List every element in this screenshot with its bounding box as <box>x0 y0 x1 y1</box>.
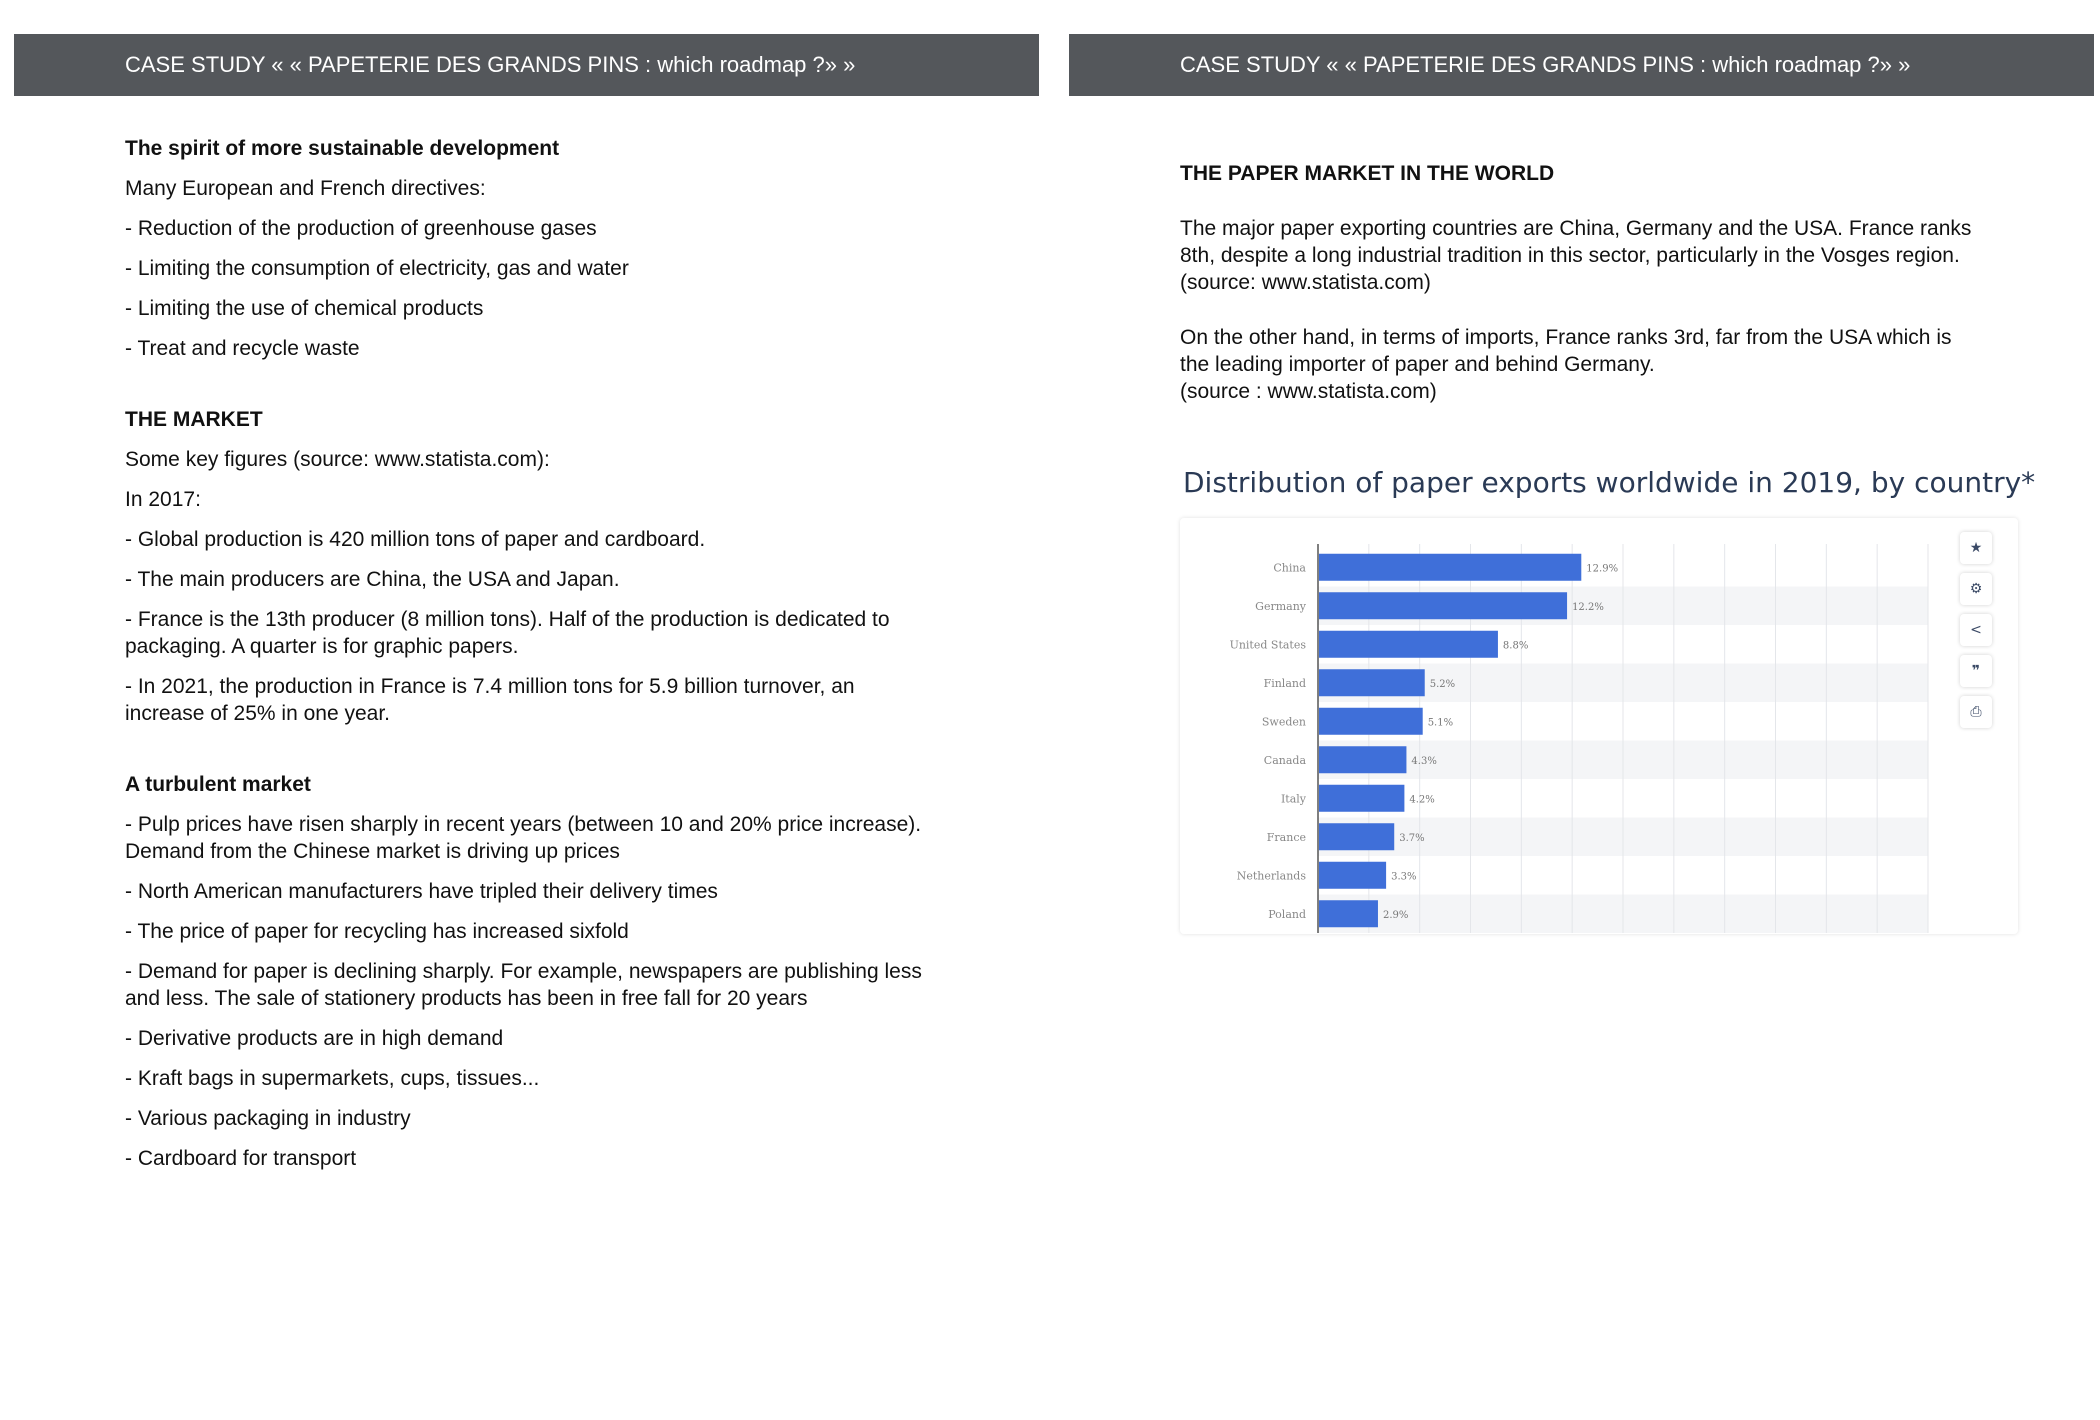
turbulent-item: - Pulp prices have risen sharply in recent years (between 10 and 20% price increase). Demand from the Chinese market is driving up prices <box>125 813 922 863</box>
sustainable-heading: The spirit of more sustainable development <box>125 137 560 160</box>
sustainable-item: - Limiting the use of chemical products <box>125 297 484 320</box>
print-icon[interactable]: ⎙ <box>1960 696 1992 728</box>
turbulent-item: - The price of paper for recycling has increased sixfold <box>125 920 629 943</box>
value-label: 3.7% <box>1399 832 1425 844</box>
exports-paragraph <box>1180 215 2040 296</box>
quote-icon[interactable]: ❞ <box>1960 655 1992 687</box>
turbulent-item: - Demand for paper is declining sharply. For example, newspapers are publishing less and less. The sale of stationery products has been in free fall for 20 years <box>125 960 922 1010</box>
value-label: 5.1% <box>1427 717 1454 729</box>
bar <box>1319 823 1394 850</box>
sustainable-item: - Treat and recycle waste <box>125 337 360 360</box>
bar-chart <box>1180 518 2018 934</box>
category-label: Finland <box>1263 676 1306 690</box>
imports-paragraph <box>1180 324 2040 405</box>
paragraph-line: (source : www.statista.com) <box>1180 380 1437 403</box>
sustainable-item: - Reduction of the production of greenhouse gases <box>125 217 597 240</box>
paragraph-line: 8th, despite a long industrial tradition in this sector, particularly in the Vosges region. <box>1180 244 1960 267</box>
turbulent-item: - Cardboard for transport <box>125 1147 357 1170</box>
value-label: 2.9% <box>1382 909 1409 921</box>
sustainable-intro: Many European and French directives: <box>125 177 486 200</box>
market-year: In 2017: <box>125 488 201 511</box>
value-label: 3.3% <box>1391 871 1417 883</box>
category-label: Sweden <box>1261 715 1306 729</box>
bar <box>1319 592 1567 619</box>
category-label: China <box>1273 561 1306 575</box>
left-page-content <box>125 135 925 1172</box>
world-heading: THE PAPER MARKET IN THE WORLD <box>1180 162 1555 185</box>
bar <box>1319 554 1581 581</box>
turbulent-item: - North American manufacturers have tripled their delivery times <box>125 880 718 903</box>
market-intro: Some key figures (source: www.statista.com): <box>125 448 550 471</box>
paragraph-line: (source: www.statista.com) <box>1180 271 1431 294</box>
right-page-content <box>1180 160 2040 405</box>
turbulent-item: - Kraft bags in supermarkets, cups, tissues... <box>125 1067 540 1090</box>
category-label: United States <box>1229 638 1306 652</box>
bar <box>1319 862 1386 889</box>
gear-icon[interactable]: ⚙ <box>1960 573 1992 605</box>
chart-title: Distribution of paper exports worldwide in 2019, by country* <box>1183 466 2036 499</box>
chart-frame <box>1180 518 2018 934</box>
bar <box>1319 900 1378 927</box>
turbulent-item: - Various packaging in industry <box>125 1107 411 1130</box>
bar <box>1319 708 1423 735</box>
value-label: 4.3% <box>1411 755 1437 767</box>
category-label: Netherlands <box>1236 869 1306 883</box>
category-label: Italy <box>1280 792 1306 806</box>
category-label: Poland <box>1268 907 1306 921</box>
category-label: France <box>1266 830 1306 844</box>
paragraph-line: On the other hand, in terms of imports, France ranks 3rd, far from the USA which is <box>1180 326 1952 349</box>
paragraph-line: the leading importer of paper and behind Germany. <box>1180 353 1655 376</box>
value-label: 4.2% <box>1409 794 1435 806</box>
market-item: - In 2021, the production in France is 7.4 million tons for 5.9 billion turnover, an increase of 25% in one year. <box>125 675 855 725</box>
bar <box>1319 746 1406 773</box>
market-heading: THE MARKET <box>125 408 263 431</box>
market-item: - France is the 13th producer (8 million tons). Half of the production is dedicated to packaging. A quarter is for graphic papers. <box>125 608 890 658</box>
right-page-header: CASE STUDY « « PAPETERIE DES GRANDS PINS : which roadmap ?» » <box>1069 34 2094 96</box>
paragraph-line: The major paper exporting countries are China, Germany and the USA. France ranks <box>1180 217 1972 240</box>
value-label: 12.9% <box>1586 563 1619 575</box>
star-icon[interactable]: ★ <box>1960 532 1992 564</box>
bar <box>1319 631 1498 658</box>
market-item: - The main producers are China, the USA and Japan. <box>125 568 620 591</box>
left-page-header: CASE STUDY « « PAPETERIE DES GRANDS PINS : which roadmap ?» » <box>14 34 1039 96</box>
turbulent-heading: A turbulent market <box>125 773 311 796</box>
value-label: 8.8% <box>1502 640 1529 652</box>
turbulent-item: - Derivative products are in high demand <box>125 1027 504 1050</box>
value-label: 12.2% <box>1572 601 1604 613</box>
market-item: - Global production is 420 million tons of paper and cardboard. <box>125 528 706 551</box>
category-label: Germany <box>1255 599 1306 613</box>
right-page <box>1050 0 2100 1420</box>
bar <box>1319 669 1425 696</box>
bar <box>1319 785 1404 812</box>
share-icon[interactable]: < <box>1960 614 1992 646</box>
category-label: Canada <box>1263 753 1306 767</box>
sustainable-item: - Limiting the consumption of electricity, gas and water <box>125 257 629 280</box>
value-label: 5.2% <box>1429 678 1456 690</box>
